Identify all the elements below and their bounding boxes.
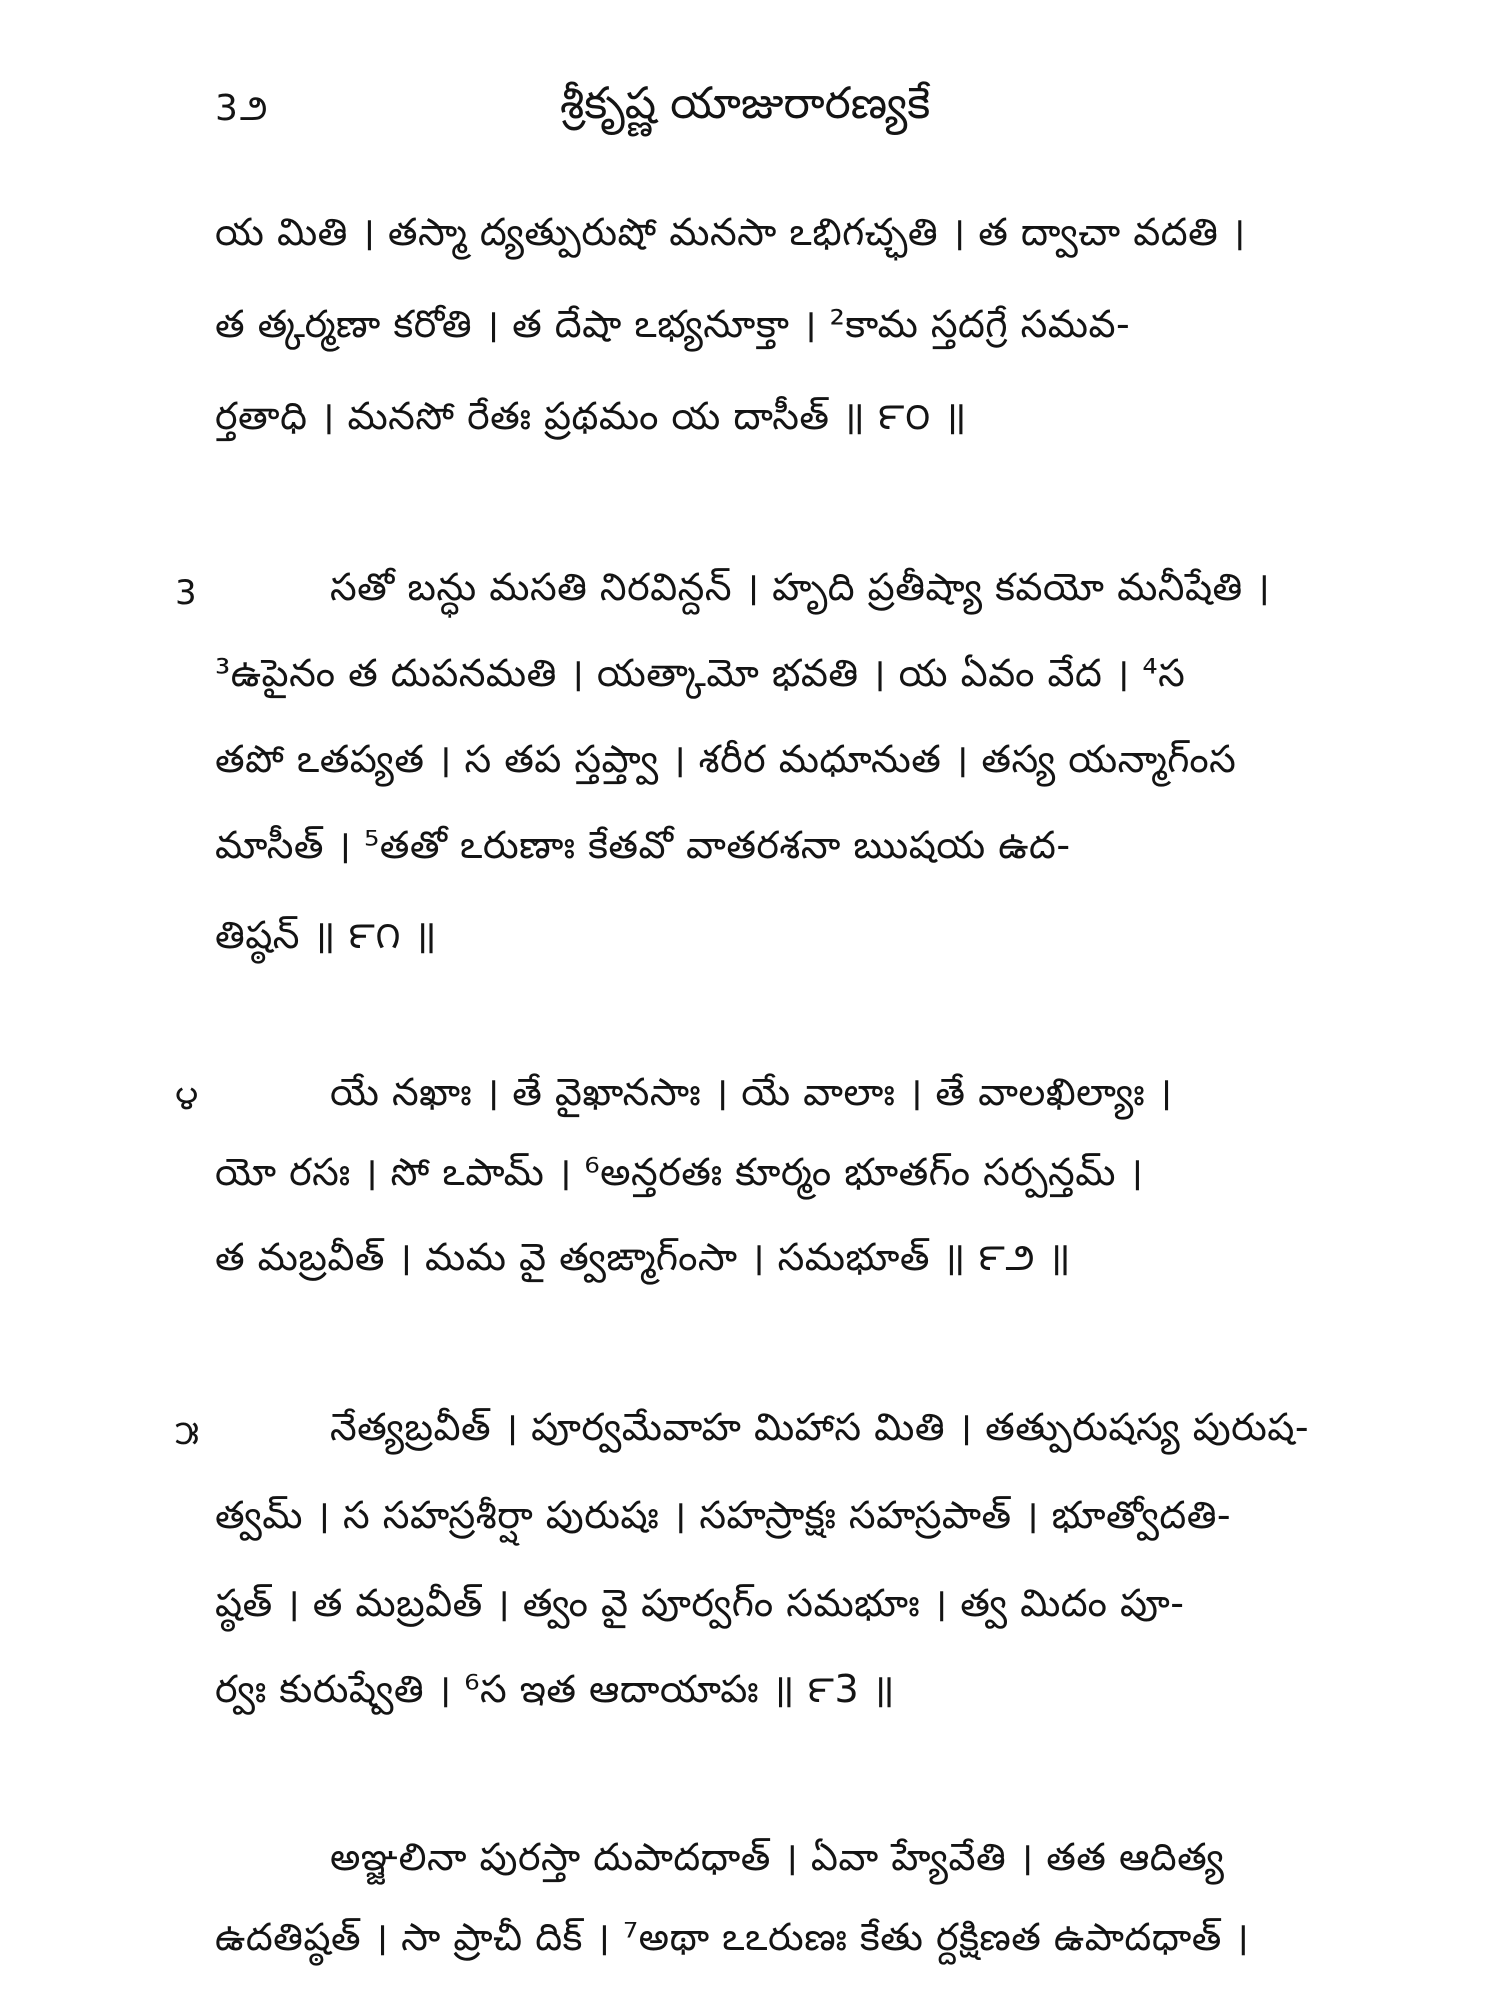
paragraph-line: త్వమ్ । స సహస్రశీర్షా పురుషః । సహస్రాక్షః సహస్రపాత్ । భూత్వోదతి-: [215, 1493, 1232, 1537]
paragraph-number: 3: [175, 573, 197, 613]
paragraph-line: అఞ్జలినా పురస్తా దుపాదధాత్ । ఏవా హ్యేవేతి । తత ఆదిత్య: [330, 1835, 1225, 1879]
paragraph-line: తిష్ఠన్ ॥ ౯౧ ॥: [215, 913, 438, 957]
paragraph-line: త మబ్రవీత్ । మమ వై త్వఙ్మాగ్ంసా । సమభూత్ ॥ ౯౨ ॥: [215, 1235, 1072, 1279]
paragraph-line: య మితి । తస్మా ద్యత్పురుషో మనసా ఽభిగచ్ఛతి । త ద్వాచా వదతి ।: [215, 210, 1246, 254]
paragraph-line: ర్వః కురుష్వేతి । ⁶స ఇత ఆదాయాపః ॥ ౯3 ॥: [215, 1667, 895, 1711]
paragraph-line: సతో బన్ధు మసతి నిరవిన్దన్ । హృది ప్రతీష్యా కవయో మనీషేతి ।: [330, 565, 1271, 609]
paragraph-number: ౪: [175, 1078, 199, 1118]
paragraph-line: ర్తతాధి । మనసో రేతః ప్రథమం య దాసీత్ ॥ ౯౦ ॥: [215, 394, 967, 438]
paragraph-line: యే నఖాః । తే వైఖానసాః । యే వాలాః । తే వాలఖిల్యాః ।: [330, 1070, 1173, 1114]
paragraph-line: యో రసః । సో ఽపామ్ । ⁶అన్తరతః కూర్మం భూతగ్ం సర్పన్తమ్ ।: [215, 1150, 1144, 1194]
paragraph-line: ³ఉపైనం త దుపనమతి । యత్కామో భవతి । య ఏవం వేద । ⁴స: [215, 651, 1186, 695]
paragraph-line: తపో ఽతప్యత । స తప స్తప్త్వా । శరీర మధూనుత । తస్య యన్మాగ్ంస: [215, 737, 1237, 781]
paragraph-line: మాసీత్ । ⁵తతో ఽరుణాః కేతవో వాతరశనా ఋషయ ఉద-: [215, 823, 1071, 867]
paragraph-line: ష్ఠత్ । త మబ్రవీత్ । త్వం వై పూర్వగ్ం సమభూః । త్వ మిదం పూ-: [215, 1581, 1185, 1625]
running-title: శ్రీకృష్ణ యాజురారణ్యకే: [560, 78, 931, 129]
page-number: 3౨: [215, 88, 270, 129]
paragraph-line: ఉదతిష్ఠత్ । సా ప్రాచీ దిక్ । ⁷అథా ఽఽరుణః కేతు ర్దక్షిణత ఉపాదధాత్ ।: [215, 1915, 1250, 1959]
paragraph-number: ౫: [175, 1413, 200, 1453]
paragraph-line: నేత్యబ్రవీత్ । పూర్వమేవాహ మిహాస మితి । తత్పురుషస్య పురుష-: [330, 1405, 1310, 1449]
paragraph-line: త త్కర్మణా కరోతి । త దేషా ఽభ్యనూక్తా । ²కామ స్తదగ్రే సమవ-: [215, 302, 1131, 346]
